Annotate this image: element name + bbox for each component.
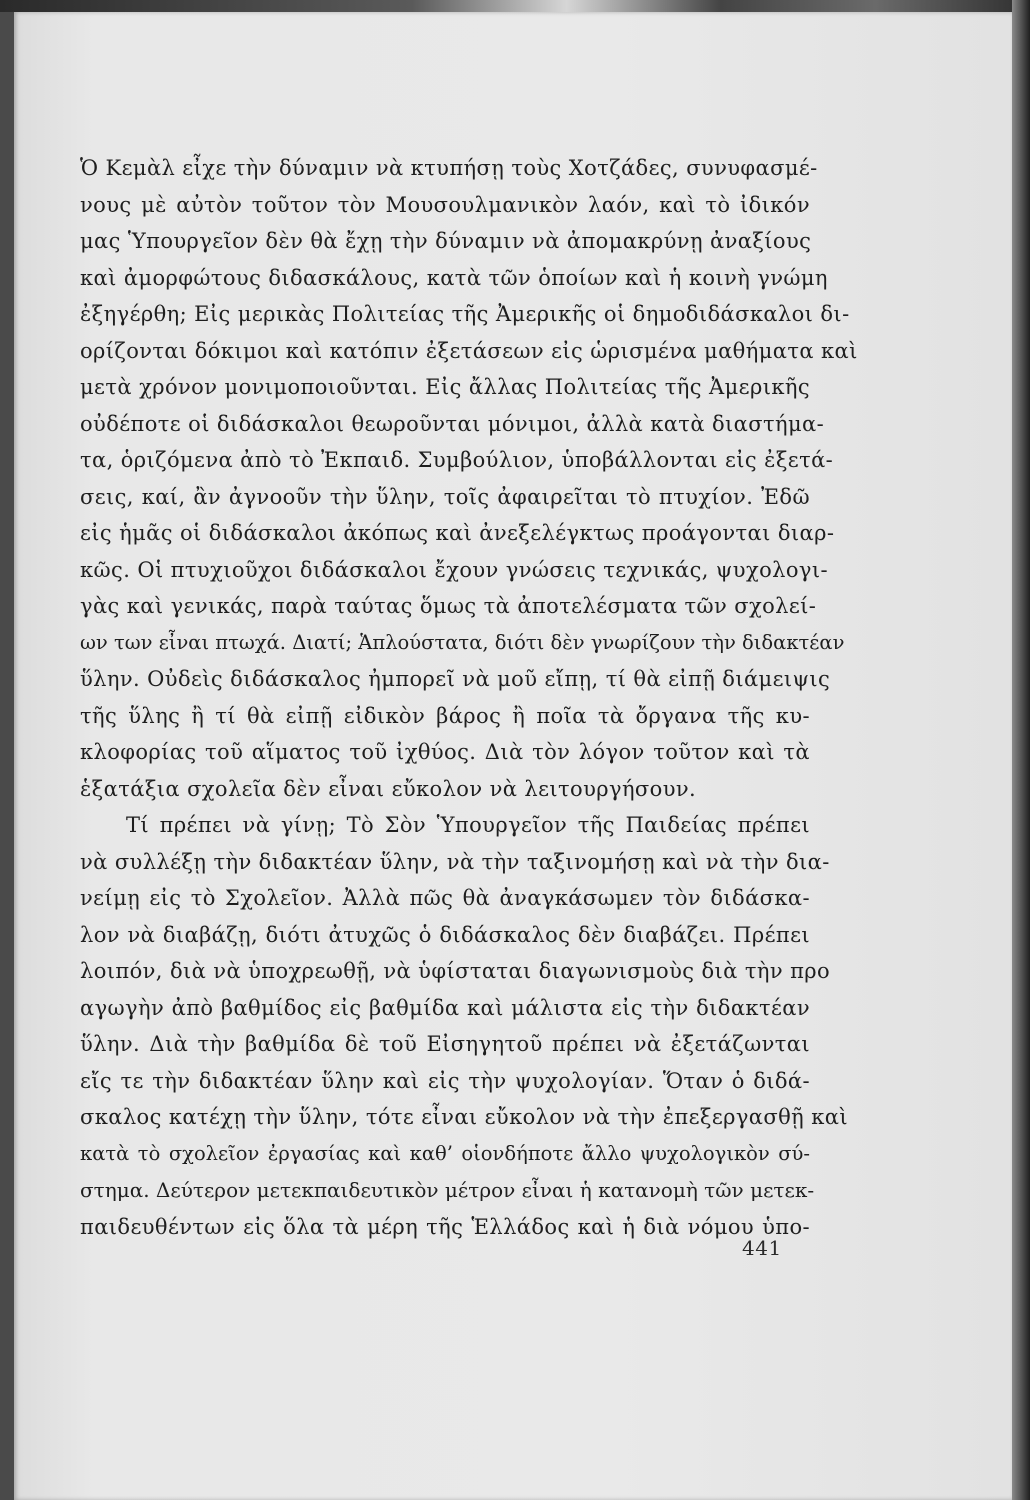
text-line: εἴς τε τὴν διδακτέαν ὕλην καὶ εἰς τὴν ψυχολογίαν. Ὅταν ὁ διδά- (80, 1068, 810, 1093)
text-line: λοιπόν, διὰ νὰ ὑποχρεωθῇ, νὰ ὑφίσταται διαγωνισμοὺς διὰ τὴν προ (80, 959, 831, 983)
text-line: σκαλος κατέχῃ τὴν ὕλην, τότε εἶναι εὔκολον νὰ τὴν ἐπεξεργασθῇ καὶ (80, 1105, 848, 1129)
book-page (14, 12, 1012, 1500)
text-line: αγωγὴν ἀπὸ βαθμίδος εἰς βαθμίδα καὶ μάλιστα εἰς τὴν διδακτέαν (80, 995, 810, 1020)
text-line: παιδευθέντων εἰς ὅλα τὰ μέρη τῆς Ἑλλάδος καὶ ἡ διὰ νόμου ὑπο- (80, 1214, 810, 1239)
text-line: τα, ὁριζόμενα ἀπὸ τὸ Ἐκπαιδ. Συμβούλιον, ὑποβάλλονται εἰς ἐξετά- (80, 448, 834, 472)
scan-right-edge (1012, 0, 1030, 1500)
text-line: οὐδέποτε οἱ διδάσκαλοι θεωροῦνται μόνιμοι, ἀλλὰ κατὰ διαστήμα- (80, 411, 825, 436)
scan-top-edge (0, 0, 1030, 12)
text-line: λον νὰ διαβάζῃ, διότι ἀτυχῶς ὁ διδάσκαλος δὲν διαβάζει. Πρέπει (80, 922, 810, 947)
text-line: ὕλην. Διὰ τὴν βαθμίδα δὲ τοῦ Εἰσηγητοῦ πρέπει νὰ ἐξετάζωνται (80, 1032, 810, 1056)
body-text (80, 150, 858, 1245)
text-line: κλοφορίας τοῦ αἵματος τοῦ ἰχθύος. Διὰ τὸν λόγον τοῦτον καὶ τὰ (80, 740, 810, 764)
text-line: εἰς ἡμᾶς οἱ διδάσκαλοι ἀκόπως καὶ ἀνεξελέγκτως προάγονται διαρ- (80, 521, 835, 545)
text-line: ἐξηγέρθη; Εἰς μερικὰς Πολιτείας τῆς Ἀμερικῆς οἱ δημοδιδάσκαλοι δι- (80, 302, 850, 326)
text-line: Ὁ Κεμὰλ εἶχε τὴν δύναμιν νὰ κτυπήσῃ τοὺς Χοτζάδες, συνυφασμέ- (80, 156, 818, 180)
text-line: μετὰ χρόνον μονιμοποιοῦνται. Εἰς ἄλλας Πολιτείας τῆς Ἀμερικῆς (80, 375, 810, 399)
text-line: ἑξατάξια σχολεῖα δὲν εἶναι εὔκολον νὰ λειτουργήσουν. (80, 776, 697, 801)
text-line: μας Ὑπουργεῖον δὲν θὰ ἔχῃ τὴν δύναμιν νὰ ἀπομακρύνῃ ἀναξίους (80, 229, 812, 253)
text-line: ὕλην. Οὐδεὶς διδάσκαλος ἠμπορεῖ νὰ μοῦ εἴπῃ, τί θὰ εἰπῇ διάμειψις (80, 667, 831, 691)
text-line: σεις, καί, ἂν ἀγνοοῦν τὴν ὕλην, τοῖς ἀφαιρεῖται τὸ πτυχίον. Ἐδῶ (80, 484, 810, 509)
text-line: νείμῃ εἰς τὸ Σχολεῖον. Ἀλλὰ πῶς θὰ ἀναγκάσωμεν τὸν διδάσκα- (80, 886, 810, 910)
page-number: 441 (742, 1236, 782, 1260)
text-line: κῶς. Οἱ πτυχιοῦχοι διδάσκαλοι ἔχουν γνώσεις τεχνικάς, ψυχολογι- (80, 557, 828, 582)
text-line: ων των εἶναι πτωχά. Διατί; Ἁπλούστατα, διότι δὲν γνωρίζουν τὴν διδακτέαν (80, 630, 845, 654)
text-line: καὶ ἀμορφώτους διδασκάλους, κατὰ τῶν ὁποίων καὶ ἡ κοινὴ γνώμη (80, 265, 828, 290)
text-line: στημα. Δεύτερον μετεκπαιδευτικὸν μέτρον εἶναι ἡ κατανομὴ τῶν μετεκ- (80, 1178, 815, 1202)
text-line: κατὰ τὸ σχολεῖον ἐργασίας καὶ καθ’ οἱονδήποτε ἄλλο ψυχολογικὸν σύ- (80, 1141, 810, 1165)
text-line: νὰ συλλέξῃ τὴν διδακτέαν ὕλην, νὰ τὴν ταξινομήσῃ καὶ νὰ τὴν δια- (80, 849, 830, 874)
text-line: Τί πρέπει νὰ γίνῃ; Τὸ Σὸν Ὑπουργεῖον τῆς Παιδείας πρέπει (126, 813, 810, 837)
text-line: τῆς ὕλης ἢ τί θὰ εἰπῇ εἰδικὸν βάρος ἢ ποῖα τὰ ὄργανα τῆς κυ- (80, 703, 810, 728)
text-line: ορίζονται δόκιμοι καὶ κατόπιν ἐξετάσεων εἰς ὡρισμένα μαθήματα καὶ (80, 338, 858, 363)
text-line: νους μὲ αὐτὸν τοῦτον τὸν Μουσουλμανικὸν λαόν, καὶ τὸ ἰδικόν (80, 192, 810, 217)
text-line: γὰς καὶ γενικάς, παρὰ ταύτας ὅμως τὰ ἀποτελέσματα τῶν σχολεί- (80, 594, 817, 618)
